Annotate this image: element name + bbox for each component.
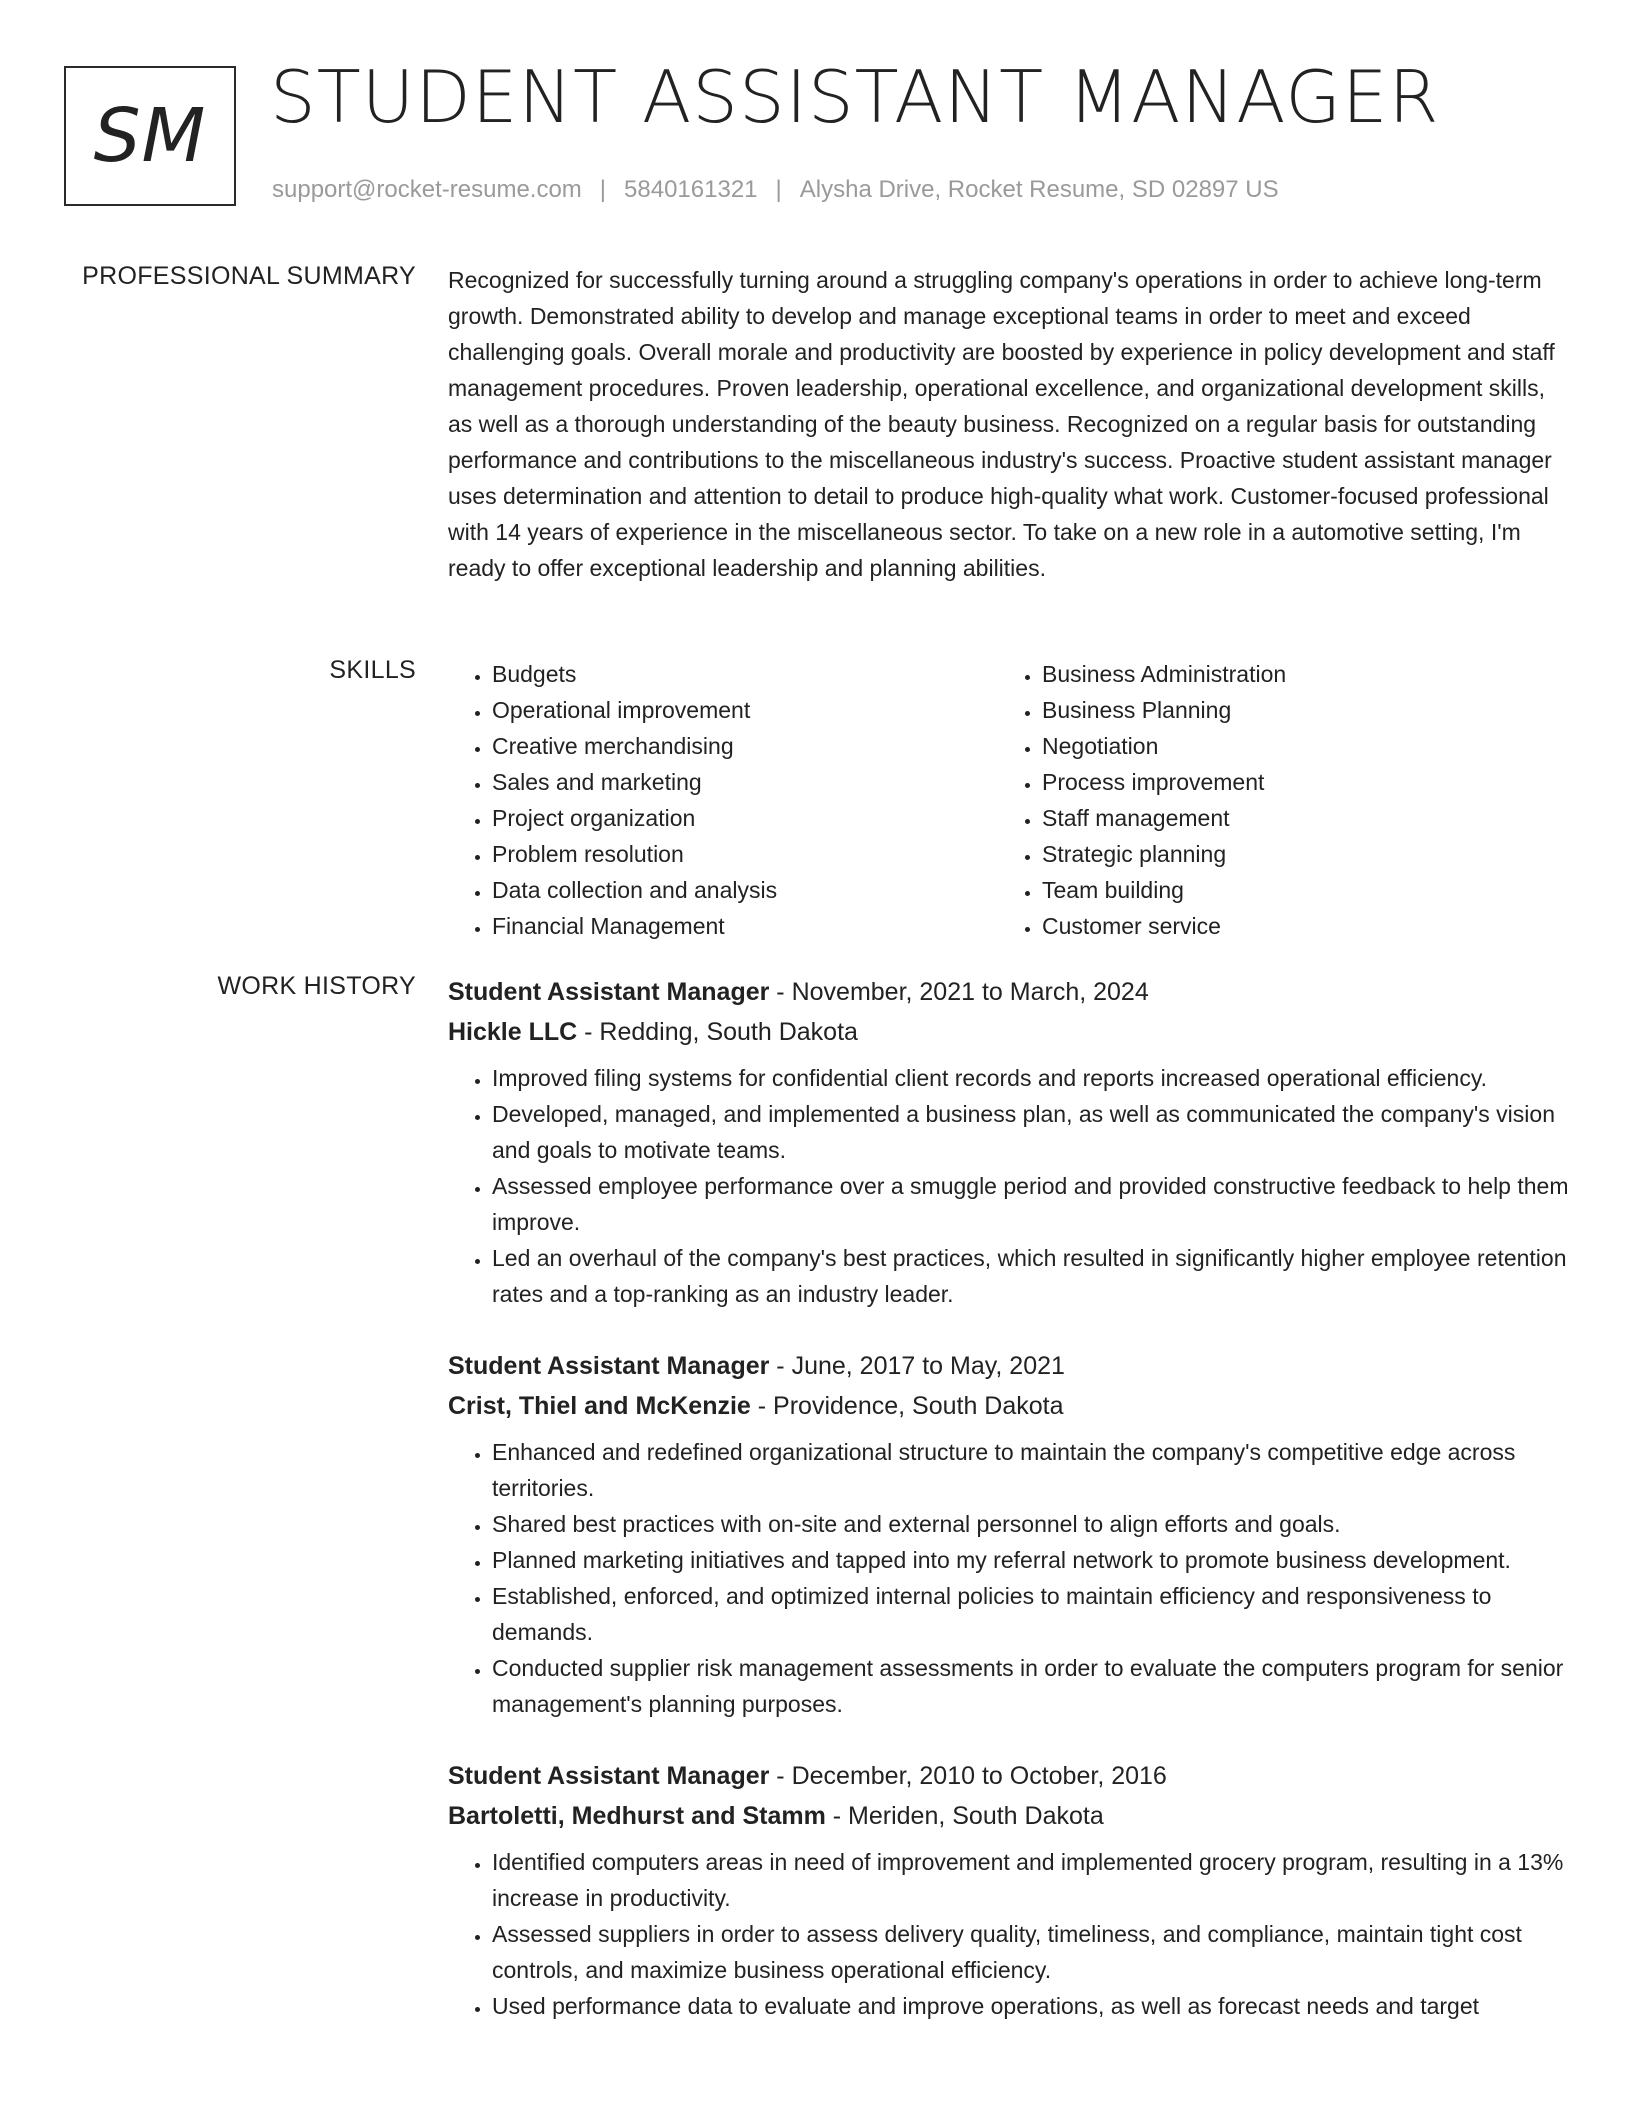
job-title: Student Assistant Manager (448, 1352, 770, 1380)
skill-item: • Team building (1042, 872, 1548, 908)
contact-separator: | (599, 176, 607, 203)
job-title-line (448, 1756, 1570, 1796)
skill-item: • Financial Management (492, 908, 998, 944)
job-dates: - November, 2021 to March, 2024 (769, 978, 1149, 1006)
skill-item: • Staff management (1042, 800, 1548, 836)
job-company: Crist, Thiel and McKenzie (448, 1392, 751, 1420)
job-entry (448, 972, 1570, 1312)
monogram-box (64, 66, 236, 206)
job-bullet: • Led an overhaul of the company's best practices, which resulted in significantly higher employee retention rates and a top-ranking as an industry leader. (492, 1240, 1570, 1312)
skill-item: • Customer service (1042, 908, 1548, 944)
job-bullet: • Used performance data to evaluate and improve operations, as well as forecast needs and target (492, 1988, 1570, 2024)
job-title: Student Assistant Manager (448, 1762, 770, 1790)
job-bullet: • Identified computers areas in need of improvement and implemented grocery program, resulting in a 13% increase in productivity. (492, 1844, 1570, 1916)
summary-text: Recognized for successfully turning around a struggling company's operations in order to achieve long-term growth. Demonstrated ability to develop and manage exceptional teams in order to meet and exceed challenging goals. Overall morale and productivity are boosted by experience in policy development and staff management procedures. Proven leadership, operational excellence, and organizational development skills, as well as a thorough understanding of the beauty business. Recognized on a regular basis for outstanding performance and contributions to the miscellaneous industry's success. Proactive student assistant manager uses determination and attention to detail to produce high-quality what work. Customer-focused professional with 14 years of experience in the miscellaneous sector. To take on a new role in a automotive setting, I'm ready to offer exceptional leadership and planning abilities. (448, 267, 1555, 581)
job-bullet: • Assessed suppliers in order to assess delivery quality, timeliness, and compliance, maintain tight cost controls, and maximize business operational efficiency. (492, 1916, 1570, 1988)
job-location: - Meriden, South Dakota (825, 1802, 1104, 1830)
skill-item: • Budgets (492, 656, 998, 692)
resume-title: STUDENT ASSISTANT MANAGER (270, 55, 1440, 139)
job-bullet: • Improved filing systems for confidential client records and reports increased operational efficiency. (492, 1060, 1570, 1096)
contact-address: Alysha Drive, Rocket Resume, SD 02897 US (799, 176, 1279, 203)
skill-item: • Data collection and analysis (492, 872, 998, 908)
monogram-initials: SM (93, 93, 207, 179)
skill-item: • Operational improvement (492, 692, 998, 728)
job-company-line (448, 1012, 1570, 1052)
job-bullets (448, 1844, 1570, 2024)
job-bullet: • Developed, managed, and implemented a business plan, as well as communicated the company's vision and goals to motivate teams. (492, 1096, 1570, 1168)
job-bullets (448, 1434, 1570, 1722)
skill-item: • Sales and marketing (492, 764, 998, 800)
contact-email[interactable]: support@rocket-resume.com (272, 176, 582, 203)
job-entry (448, 1346, 1570, 1722)
skill-item: • Process improvement (1042, 764, 1548, 800)
skill-item: • Creative merchandising (492, 728, 998, 764)
job-location: - Providence, South Dakota (750, 1392, 1064, 1420)
summary-body (448, 262, 1570, 586)
job-company-line (448, 1386, 1570, 1426)
job-bullet: • Assessed employee performance over a smuggle period and provided constructive feedback to help them improve. (492, 1168, 1570, 1240)
job-bullet: • Enhanced and redefined organizational structure to maintain the company's competitive edge across territories. (492, 1434, 1570, 1506)
job-bullet: • Established, enforced, and optimized internal policies to maintain efficiency and responsiveness to demands. (492, 1578, 1570, 1650)
job-bullet: • Shared best practices with on-site and external personnel to align efforts and goals. (492, 1506, 1570, 1542)
job-bullets (448, 1060, 1570, 1312)
job-title-line (448, 972, 1570, 1012)
job-title: Student Assistant Manager (448, 978, 770, 1006)
skill-item: • Business Administration (1042, 656, 1548, 692)
job-title-line (448, 1346, 1570, 1386)
job-bullet: • Conducted supplier risk management assessments in order to evaluate the computers program for senior management's planning purposes. (492, 1650, 1570, 1722)
work-history-body (448, 972, 1570, 2058)
skill-item: • Business Planning (1042, 692, 1548, 728)
skills-body (448, 656, 1570, 944)
section-label-work-history: WORK HISTORY (217, 972, 416, 1000)
section-label-skills: SKILLS (329, 656, 416, 684)
job-location: - Redding, South Dakota (577, 1018, 858, 1046)
skill-item: • Negotiation (1042, 728, 1548, 764)
contact-separator: | (775, 176, 782, 203)
skills-list-left (448, 656, 998, 944)
job-company: Bartoletti, Medhurst and Stamm (448, 1802, 826, 1830)
skills-grid (448, 656, 1570, 944)
job-dates: - June, 2017 to May, 2021 (769, 1352, 1065, 1380)
job-dates: - December, 2010 to October, 2016 (769, 1762, 1167, 1790)
skill-item: • Strategic planning (1042, 836, 1548, 872)
contact-line (272, 176, 1279, 204)
job-entry (448, 1756, 1570, 2024)
job-bullet: • Planned marketing initiatives and tapped into my referral network to promote business development. (492, 1542, 1570, 1578)
skills-list-right (998, 656, 1548, 944)
contact-phone[interactable]: 5840161321 (624, 176, 758, 203)
skill-item: • Project organization (492, 800, 998, 836)
job-company-line (448, 1796, 1570, 1836)
skill-item: • Problem resolution (492, 836, 998, 872)
job-company: Hickle LLC (448, 1018, 578, 1046)
section-label-summary: PROFESSIONAL SUMMARY (82, 262, 416, 290)
